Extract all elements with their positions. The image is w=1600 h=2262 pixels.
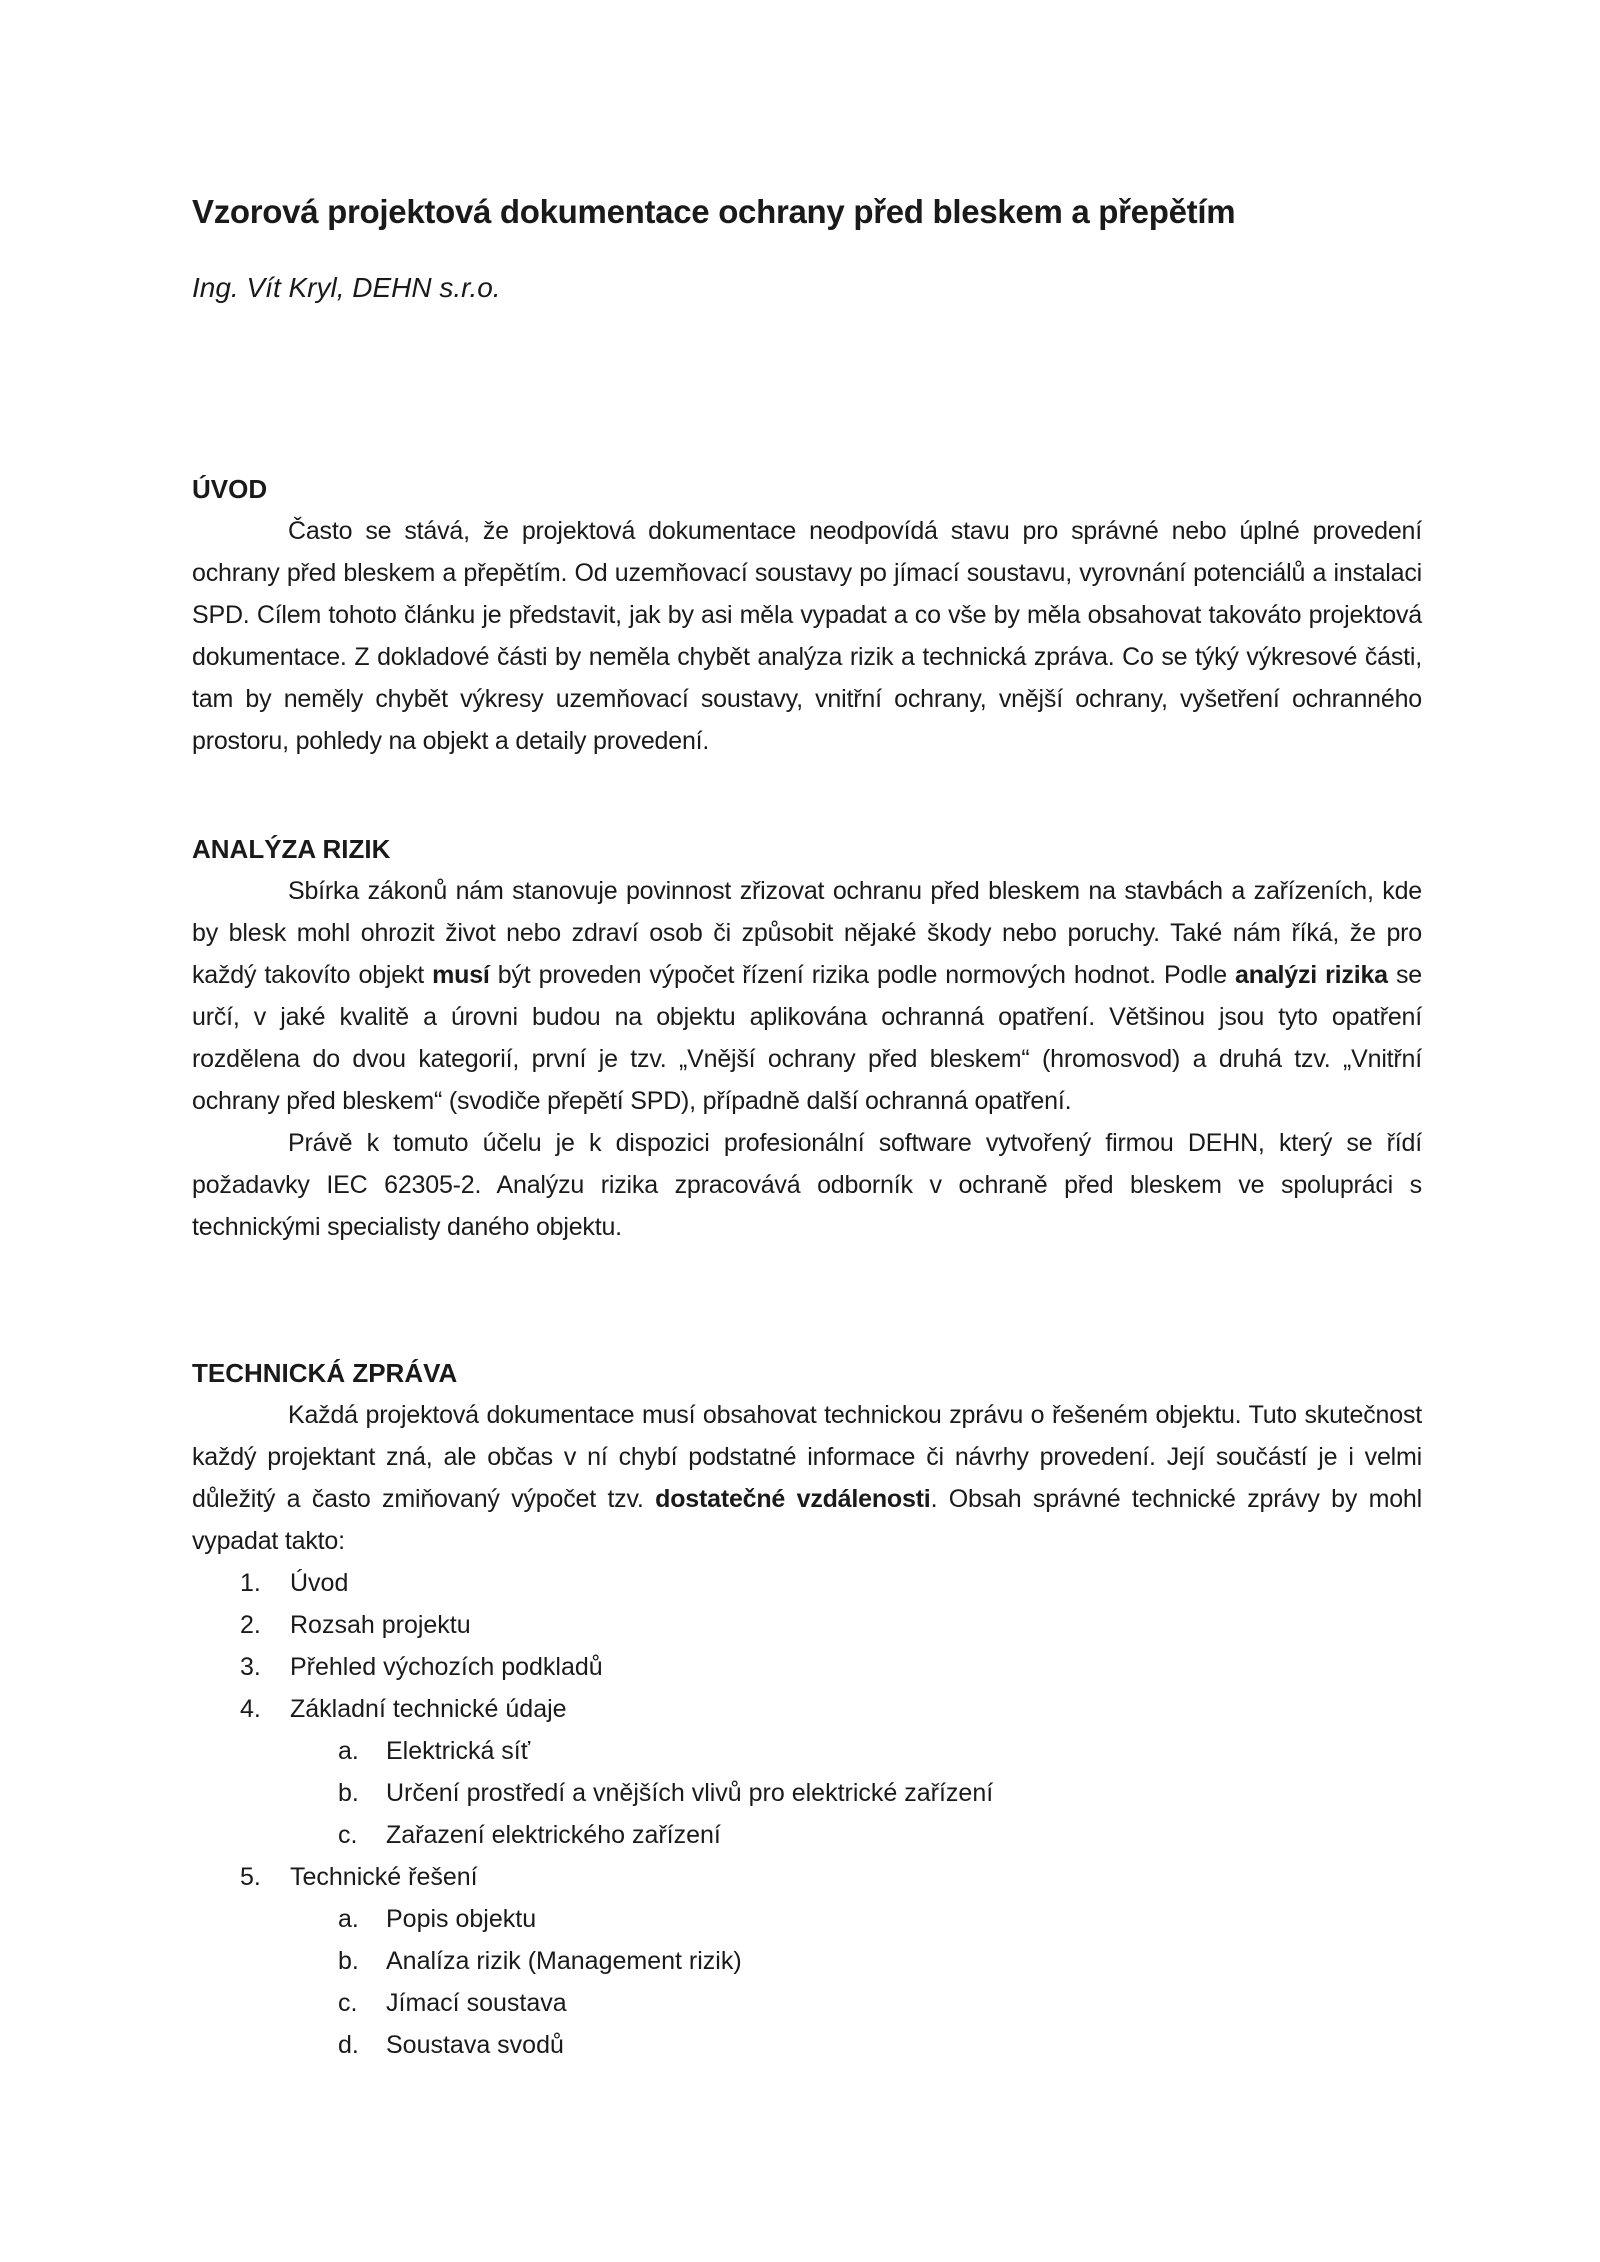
bold-text: analýzi rizika xyxy=(1235,961,1388,989)
bold-text: musí xyxy=(432,961,490,989)
list-letter: a. xyxy=(338,1737,359,1765)
sub-list-item xyxy=(192,1982,1422,2024)
list-label: Technické řešení xyxy=(290,1863,478,1891)
section-uvod xyxy=(192,468,1422,762)
sub-list-item xyxy=(192,1772,1422,1814)
list-number: 2. xyxy=(240,1611,261,1639)
document-title: Vzorová projektová dokumentace ochrany před bleskem a přepětím xyxy=(192,193,1236,230)
list-letter: c. xyxy=(338,1989,358,2017)
paragraph xyxy=(192,1394,1422,1562)
sub-list-item xyxy=(192,2024,1422,2066)
sub-list xyxy=(192,1898,1422,2066)
list-label: Určení prostředí a vnějších vlivů pro elektrické zařízení xyxy=(386,1779,994,1807)
sub-list-item xyxy=(192,1730,1422,1772)
sub-list xyxy=(192,1730,1422,1856)
list-letter: d. xyxy=(338,2031,359,2059)
list-label: Základní technické údaje xyxy=(290,1695,567,1723)
text-run: Každá projektová dokumentace musí obsahovat technickou zprávu o řešeném objektu. Tuto skutečnost každý projektant zná, ale občas v ní chybí podstatné informace či návrhy provedení. Její součástí je i velmi důležitý a často zmiňovaný výpočet tzv. xyxy=(192,1401,1422,1513)
list-label: Zařazení elektrického zařízení xyxy=(386,1821,721,1849)
list-label: Rozsah projektu xyxy=(290,1611,471,1639)
section-heading: ANALÝZA RIZIK xyxy=(192,834,391,864)
list-label: Úvod xyxy=(290,1569,349,1597)
report-contents-list xyxy=(192,1562,1422,2066)
bold-text: dostatečné vzdálenosti xyxy=(655,1485,931,1513)
list-label: Elektrická síť xyxy=(386,1737,531,1765)
list-letter: a. xyxy=(338,1905,359,1933)
list-label: Jímací soustava xyxy=(386,1989,567,2017)
sub-list-item xyxy=(192,1898,1422,1940)
section-analyza-rizik xyxy=(192,828,1422,1248)
sub-list-item xyxy=(192,1814,1422,1856)
list-number: 3. xyxy=(240,1653,261,1681)
document-author: Ing. Vít Kryl, DEHN s.r.o. xyxy=(192,272,501,303)
section-heading: TECHNICKÁ ZPRÁVA xyxy=(192,1358,458,1388)
list-letter: b. xyxy=(338,1779,359,1807)
list-item xyxy=(192,1604,1422,1646)
list-item xyxy=(192,1688,1422,1856)
list-item xyxy=(192,1856,1422,2066)
list-label: Soustava svodů xyxy=(386,2031,564,2059)
list-letter: b. xyxy=(338,1947,359,1975)
list-number: 4. xyxy=(240,1695,261,1723)
text-run: se určí, v jaké kvalitě a úrovni budou na objektu aplikována ochranná opatření. Většinou jsou tyto opatření rozdělena do dvou kategorií, první je tzv. „Vnější ochrany před bleskem“ (hromosvod) a druhá tzv. „Vnitřní ochrany před bleskem“ (svodiče přepětí SPD), případně další ochranná opatření. xyxy=(192,961,1422,1115)
list-item xyxy=(192,1562,1422,1604)
sub-list-item xyxy=(192,1940,1422,1982)
section-technicka-zprava xyxy=(192,1352,1422,2066)
list-item xyxy=(192,1646,1422,1688)
paragraph xyxy=(192,870,1422,1122)
text-run: . Obsah správné technické zprávy by mohl vypadat takto: xyxy=(192,1485,1422,1555)
list-letter: c. xyxy=(338,1821,358,1849)
list-number: 5. xyxy=(240,1863,261,1891)
list-label: Analíza rizik (Management rizik) xyxy=(386,1947,742,1975)
list-label: Přehled výchozích podkladů xyxy=(290,1653,603,1681)
paragraph: Právě k tomuto účelu je k dispozici profesionální software vytvořený firmou DEHN, který se řídí požadavky IEC 62305-2. Analýzu rizika zpracovává odborník v ochraně před bleskem ve spolupráci s technickými specialisty daného objektu. xyxy=(192,1129,1422,1241)
list-label: Popis objektu xyxy=(386,1905,537,1933)
text-run: Sbírka zákonů nám stanovuje povinnost zřizovat ochranu před bleskem na stavbách a zařízeních, kde by blesk mohl ohrozit život nebo zdraví osob či způsobit nějaké škody nebo poruchy. Také nám říká, že pro každý takovíto objekt xyxy=(192,877,1422,989)
text-run: být proveden výpočet řízení rizika podle normových hodnot. Podle xyxy=(489,961,1236,989)
list-number: 1. xyxy=(240,1569,261,1597)
section-heading: ÚVOD xyxy=(192,474,268,504)
paragraph: Často se stává, že projektová dokumentace neodpovídá stavu pro správné nebo úplné provedení ochrany před bleskem a přepětím. Od uzemňovací soustavy po jímací soustavu, vyrovnání potenciálů a instalaci SPD. Cílem tohoto článku je představit, jak by asi měla vypadat a co vše by měla obsahovat takováto projektová dokumentace. Z dokladové části by neměla chybět analýza rizik a technická zpráva. Co se týký výkresové části, tam by neměly chybět výkresy uzemňovací soustavy, vnitřní ochrany, vnější ochrany, vyšetření ochranného prostoru, pohledy na objekt a detaily provedení. xyxy=(192,517,1422,755)
